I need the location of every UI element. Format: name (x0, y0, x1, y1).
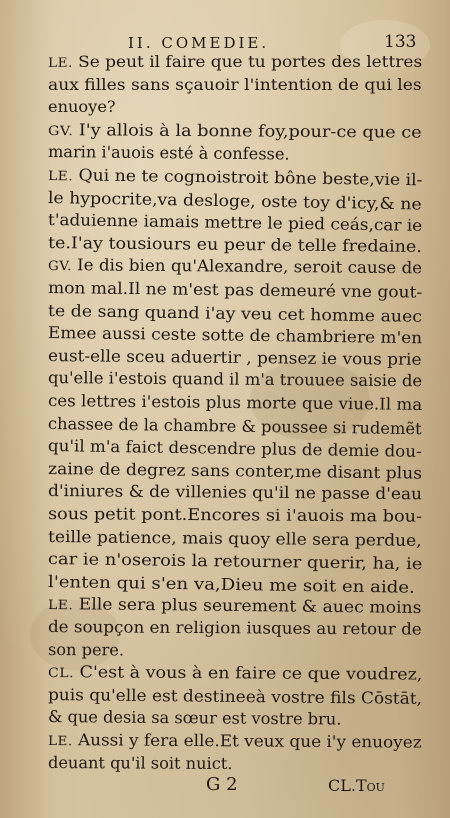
text-line (48, 346, 422, 370)
speaker-label: GV. (47, 259, 72, 275)
line-text: chassee de la chambre & poussee si rudemẽt (47, 413, 422, 438)
line-text: Qui ne te cognoistroit bône beste,vie il- (78, 165, 423, 190)
text-line (48, 120, 422, 145)
line-text: & que desia sa sœur est vostre bru. (47, 707, 342, 729)
text-line (48, 142, 290, 165)
text-line (48, 414, 422, 439)
text-line (48, 662, 423, 687)
text-line (48, 233, 422, 257)
line-text: I'y allois à la bonne foy,pour-ce que ce (78, 120, 422, 142)
line-text: teille patience, mais quoy elle sera perdue, (47, 526, 422, 550)
speaker-label: CL. (47, 666, 75, 682)
text-line (48, 753, 233, 774)
text-line (48, 730, 422, 755)
text-line (48, 459, 422, 484)
text-line (48, 436, 422, 462)
line-text: qu'elle i'estois quand il m'a trouuee saisie de (47, 368, 423, 391)
speaker-label: GV. (47, 123, 74, 139)
text-line (48, 97, 116, 117)
line-text: deuant qu'il soit nuict. (47, 752, 233, 773)
line-text: Aussi y fera elle.Et veux que i'y enuoyez (77, 730, 422, 752)
text-line (48, 75, 422, 95)
text-line (48, 617, 422, 640)
line-text: te de sang quand i'ay veu cet homme auec (47, 300, 423, 326)
line-text: enuoye? (48, 97, 116, 117)
line-text: marin i'auois esté à confesse. (47, 142, 290, 164)
speaker-label: LE. (47, 169, 74, 185)
line-text: mon mal.Il ne m'est pas demeuré vne gout- (47, 278, 423, 302)
line-text: puis qu'elle est destineeà vostre fils Cōstāt, (47, 684, 423, 708)
line-text: Elle sera plus seurement & auec moins (78, 594, 422, 618)
line-text: sous petit pont.Encores si i'auois ma bou- (47, 504, 423, 526)
line-text: eust-elle sceu aduertir , pensez ie vous prie (47, 345, 422, 369)
text-line (48, 368, 422, 391)
line-text: qu'il m'a faict descendre plus de demie dou- (47, 436, 422, 462)
text-line (48, 504, 422, 527)
text-line (48, 210, 423, 236)
speaker-label: LE. (47, 734, 73, 750)
running-head: II. COMEDIE. (128, 34, 270, 52)
page-footer (0, 772, 450, 802)
text-line (48, 707, 342, 730)
text-line (48, 278, 422, 303)
text-line (48, 527, 422, 551)
line-text: zaine de degrez sans conter,me disant plus (47, 458, 423, 483)
line-text: Se peut il faire que tu portes des lettres (78, 52, 423, 71)
text-line (48, 685, 422, 709)
line-text: te.I'ay tousiours eu peur de telle fredaine. (47, 232, 422, 256)
speaker-label: LE. (47, 598, 74, 614)
page-number: 133 (384, 32, 417, 52)
catchword: CL.Tou (328, 776, 385, 795)
line-text: d'iniures & de villenies qu'il ne passe d'eau (47, 481, 423, 504)
line-text: de soupçon en religion iusques au retour de (47, 617, 422, 639)
line-text: le hypocrite,va desloge, oste toy d'icy,& ne (47, 187, 422, 214)
speaker-label: LE. (48, 56, 73, 71)
signature-mark: G 2 (206, 774, 238, 795)
text-line (48, 255, 422, 280)
text-line (48, 301, 422, 327)
text-line (48, 391, 422, 415)
line-text: l'enten qui s'en va,Dieu me soit en aide. (47, 571, 415, 597)
line-text: Ie dis bien qu'Alexandre, seroit cause de (77, 255, 423, 278)
line-text: Emee aussi ceste sotte de chambriere m'en (47, 323, 423, 348)
line-text: car ie n'oserois la retourner querir, ha, ie (47, 549, 423, 574)
line-text: aux filles sans sçauoir l'intention de qui les (48, 74, 422, 94)
line-text: C'est à vous à en faire ce que voudrez, (79, 662, 423, 684)
text-line (48, 481, 422, 504)
text-line (48, 640, 124, 660)
line-text: ces lettres i'estois plus morte que viue.Il ma (47, 391, 423, 414)
text-line (48, 323, 422, 348)
text-line (48, 52, 422, 74)
line-text: son pere. (47, 639, 125, 659)
text-line (48, 549, 423, 574)
line-text: t'aduienne iamais mettre le pied ceás,car ie (47, 210, 423, 236)
